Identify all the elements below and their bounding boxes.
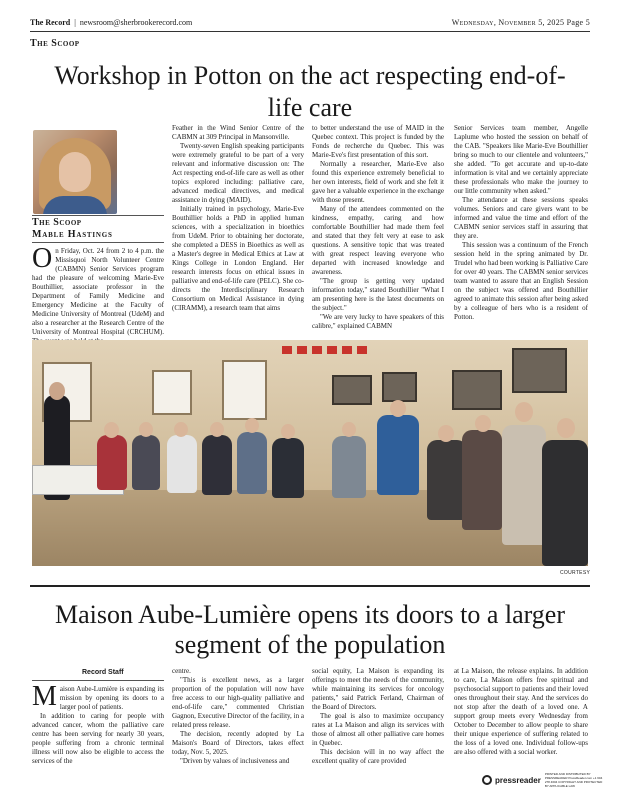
article2-paragraph: "Driven by values of inclusiveness and <box>180 757 290 765</box>
article2-paragraph: This decision will in no way affect the excellent quality of care provided <box>312 748 444 765</box>
article2-paragraph: at La Maison, the release explains. In addition to care, La Maison offers free spiritual and psychosocial support to patients and their loved ones throughout their stay. And the services do not stop after the death of a loved one. A support group meets every Wednesday from October to December to allow people to share their unique experience of suffering related to the loss of a loved one. Individual follow-ups are also offered with a social worker. <box>454 667 588 756</box>
byline-section: The Scoop <box>32 217 82 228</box>
article2-paragraph: centre. <box>172 667 191 675</box>
article2-column-4 <box>454 667 588 757</box>
byline-divider <box>32 215 164 216</box>
drop-cap: O <box>32 243 53 274</box>
article1-paragraph: n Friday, Oct. 24 from 2 to 4 p.m. the Missisquoi North Volunteer Centre (CABMN) Senior Services program had the pleasure of welcoming Marie-Eve Bouthillier, associate professor in the Department of Family Medicine and Emergency Medicine at the Faculty of Medicine University of Montreal (UdeM) and also a researcher at the Research Centre of the University of Montreal Hospital (CRCHUM). <box>32 247 164 336</box>
pressreader-footer <box>482 772 605 788</box>
article1-headline: Workshop in Potton on the act respecting end-of-life care <box>54 61 566 122</box>
article2-paragraph: aison Aube-Lumière is expanding its mission by opening its doors to a larger pool of patients. <box>59 685 164 711</box>
newsroom-email[interactable]: newsroom@sherbrookerecord.com <box>79 17 193 27</box>
article2-paragraph: social equity, La Maison is expanding its offerings to meet the needs of the community, while maintaining its services for oncology patients," said Patrick Ferland, Chairman of the Board of Directors. <box>312 667 444 711</box>
article1-paragraph: to better understand the use of MAID in the Quebec context. This project is funded by the Fonds de recherche du Quebec. This was Marie-Eve's first presentation of this sort. <box>312 124 444 159</box>
page-number: Page 5 <box>566 17 590 27</box>
article2-column-3 <box>312 667 444 766</box>
article2-headline: Maison Aube-Lumière opens its doors to a larger segment of the population <box>54 600 566 659</box>
article1-paragraph: This session was a continuum of the French session held in the spring animated by Dr. Trudel who had been working is Palliative Care for over 40 years. The CABMN senior services team wanted to assure that an English Session on the subject was offered and Bouthillier agreed to animate this session after being asked by a colleague of hers who is a resident of Potton. <box>454 241 588 321</box>
article1-paragraph: Many of the attendees commented on the kindness, empathy, caring and how comfortable Bouthillier had made them feel and stated that they felt very at ease to ask questions. A sensitive topic that was treated with great respect leaving everyone who departed with increased knowledge and awareness. <box>312 205 444 276</box>
masthead-rule <box>30 31 590 32</box>
article1-paragraph: Normally a researcher, Marie-Eve also found this experience extremely beneficial to her own interests, field of work and she felt it gave her a valuable experience in the exchange with those present. <box>312 160 444 204</box>
article1-paragraph: Senior Services team member, Angelle Laplume who hosted the session on behalf of the CAB. "Speakers like Marie-Eve Bouthillier bring so much to our clientele and volunteers," she added. "To get accurate and up-to-date information is vital and we certainly appreciate these professionals who make the journey to our little community when asked." <box>454 124 588 195</box>
article2-paragraph: "This is excellent news, as a larger proportion of the population will now have free access to our high-quality palliative and end-of-life care," commented Christian Gagnon, Executive Director of the facility, in a related press release. <box>172 676 304 729</box>
drop-cap: M <box>32 681 57 712</box>
page-date <box>452 18 590 27</box>
issue-date: Wednesday, November 5, 2025 <box>451 17 565 27</box>
masthead: The Record | newsroom@sherbrookerecord.com Wednesday, November 5, 2025 Page 5 <box>30 17 590 27</box>
article1-paragraph: Feather in the Wind Senior Centre of the CABMN at 309 Principal in Mansonville. <box>172 124 304 141</box>
photo-credit: COURTESY <box>560 570 591 576</box>
article2-paragraph: The goal is also to maximize occupancy rates at La Maison and align its services with those of almost all other palliative care homes in Quebec. <box>312 712 444 747</box>
author-name: Mable Hastings <box>32 229 113 240</box>
article1-column-1 <box>32 243 164 346</box>
paper-name: The Record <box>30 17 71 27</box>
article2-column-1 <box>32 681 164 766</box>
workshop-photo <box>32 340 588 566</box>
article1-column-3 <box>312 124 444 331</box>
article1-column-2 <box>172 124 304 313</box>
article2-paragraph: The decision, recently adopted by La Maison's Board of Directors, takes effect today, Nov. 5, 2025. <box>172 730 304 756</box>
article2-paragraph: In addition to caring for people with advanced cancer, whom the palliative care centre has been serving for nearly 30 years, people suffering from a chronic terminal illness will now also be eligible to access the services of the <box>32 712 164 765</box>
article1-paragraph: Initially trained in psychology, Marie-Eve Bouthillier holds a PhD in applied human sciences, with a specialization in bioethics from UdeM. Prior to obtaining her doctorate, she completed a DESS in Bioethics as well as a Master's degree in Medical Ethics at Law at Kings College in London England. Her research interests focus on ethical issues in palliative and end-of-life care (PELC). She co-directs the Interdisciplinary Research Consortium on Medical Assistance in dying (CIRAMM), a research team that aims <box>172 205 304 312</box>
pressreader-brand: pressreader <box>495 775 541 785</box>
pressreader-fine-print: PRINTED AND DISTRIBUTED BY PRESSREADER PressReader.com +1 604 278 4604 COPYRIGHT AND PROTECTED BY APPLICABLE LAW <box>544 772 603 788</box>
article1-paragraph: "The group is getting very updated information today," stated Bouthillier "What I am presenting here is the latest documents on the subject." <box>312 277 444 312</box>
pressreader-logo-icon <box>482 775 492 785</box>
article2-column-2 <box>172 667 304 766</box>
article-divider <box>30 585 590 587</box>
article1-paragraph: Twenty-seven English speaking participants were extremely grateful to be part of a very relevant and informative discussion on: The Act respecting end-of-life care as well as other topics explored including: palliative care, advanced medical directives, and medical assistance in dying (MAID). <box>172 142 304 204</box>
section-label: The Scoop <box>30 38 80 49</box>
article1-column-4 <box>454 124 588 322</box>
article1-paragraph: The attendance at these sessions speaks volumes. Seniors and care givers want to be informed and value the time and effort of the CABMN senior services staff in assuring that they are. <box>454 196 588 240</box>
article1-paragraph: "We are very lucky to have speakers of this calibre," explained CABMN <box>312 313 444 330</box>
article2-byline: Record Staff <box>82 669 124 676</box>
author-photo <box>33 130 117 214</box>
